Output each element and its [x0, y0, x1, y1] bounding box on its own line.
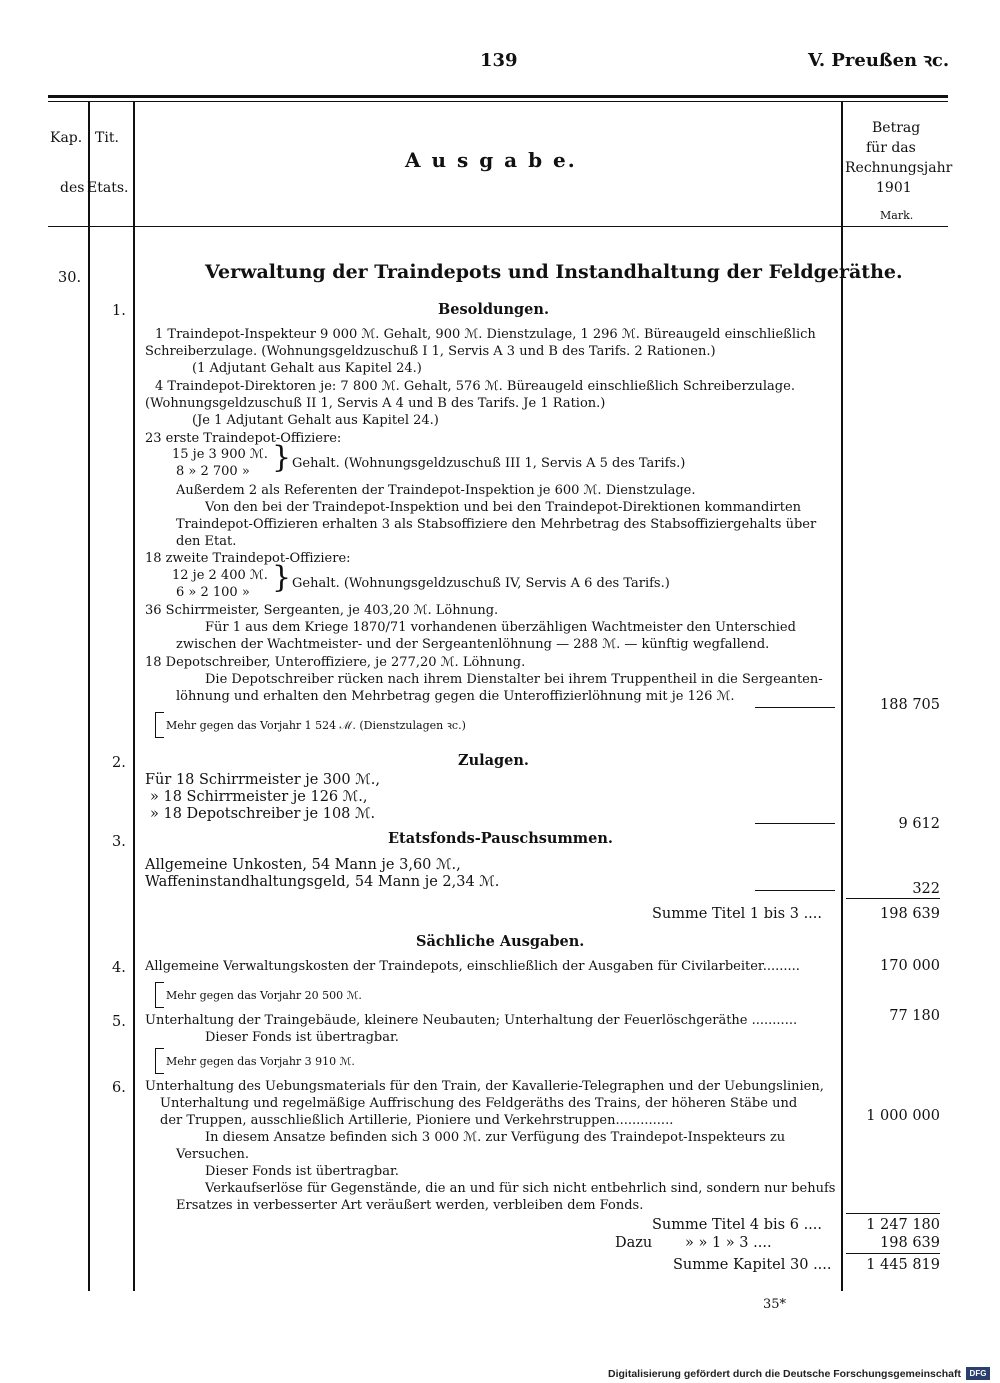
sum-rule-final [846, 1253, 940, 1254]
sum-rule-2 [755, 823, 835, 824]
tit-6: 6. [112, 1080, 126, 1096]
col-betrag-3: Rechnungsjahr [845, 160, 953, 176]
zul-line-2: » 18 Depotschreiber je 108 ℳ. [150, 806, 376, 822]
tit4-note: Mehr gegen das Vorjahr 20 500 ℳ. [166, 989, 362, 1002]
bes-line-14: 18 zweite Traindepot-Offiziere: [145, 551, 351, 566]
bes-line-2: (1 Adjutant Gehalt aus Kapitel 24.) [192, 361, 422, 376]
tit-3: 3. [112, 834, 126, 850]
bes-line-0: 1 Traindepot-Inspekteur 9 000 ℳ. Gehalt, 900 ℳ. Dienstzulage, 1 296 ℳ. Büreaugeld einschließlich [155, 327, 816, 342]
dazu-mid: » » 1 » 3 .... [685, 1235, 772, 1251]
col-rule-tit [133, 101, 135, 1291]
tit5-text: Unterhaltung der Traingebäude, kleinere Neubauten; Unterhaltung der Feuerlöschgeräthe ........... [145, 1013, 798, 1028]
pausch-heading: Etatsfonds-Pauschsummen. [388, 830, 613, 847]
running-title: V. Preußen ꝛc. [808, 50, 950, 71]
bes-line-19: Für 1 aus dem Kriege 1870/71 vorhandenen überzähligen Wachtmeister den Unterschied [205, 620, 796, 635]
bes-line-17: Gehalt. (Wohnungsgeldzuschuß IV, Servis A 6 des Tarifs.) [292, 576, 670, 591]
bes-line-4: (Wohnungsgeldzuschuß II 1, Servis A 4 und B des Tarifs. Je 1 Ration.) [145, 396, 606, 411]
summe-4-6-amount: 1 247 180 [866, 1217, 940, 1233]
note-box-1 [155, 712, 164, 738]
tit-5: 5. [112, 1014, 126, 1030]
tit4-text: Allgemeine Verwaltungskosten der Traindepots, einschließlich der Ausgaben für Civilarbeiter......... [145, 959, 800, 974]
tit5-amount: 77 180 [889, 1008, 940, 1024]
bes-line-22: Die Depotschreiber rücken nach ihrem Dienstalter bei ihrem Truppentheil in die Sergeanten- [205, 672, 823, 687]
bes-line-15: 12 je 2 400 ℳ. [172, 568, 268, 583]
page-number: 139 [480, 50, 518, 71]
sum-rule-1 [755, 707, 835, 708]
tit5-note: Mehr gegen das Vorjahr 3 910 ℳ. [166, 1055, 355, 1068]
dazu-label: Dazu [615, 1235, 653, 1251]
bes-line-12: Traindepot-Offizieren erhalten 3 als Stabsoffiziere den Mehrbetrag des Stabsoffiziergehalts über [176, 517, 817, 532]
tit6-line-1: Unterhaltung und regelmäßige Auffrischung des Feldgeräths des Trains, der höheren Stäbe und [160, 1096, 798, 1111]
pausch-amount: 322 [912, 881, 940, 897]
summe-kapitel-amount: 1 445 819 [866, 1257, 940, 1273]
zul-line-0: Für 18 Schirrmeister je 300 ℳ., [145, 772, 380, 788]
col-kap: Kap. [50, 130, 83, 146]
col-etats: Etats. [87, 180, 129, 196]
bes-line-21: 18 Depotschreiber, Unteroffiziere, je 277,20 ℳ. Löhnung. [145, 655, 526, 670]
signature-mark: 35* [763, 1297, 787, 1312]
zulagen-heading: Zulagen. [458, 752, 529, 769]
saechliche-heading: Sächliche Ausgaben. [416, 933, 585, 950]
note-box-4 [155, 982, 164, 1008]
bes-line-5: (Je 1 Adjutant Gehalt aus Kapitel 24.) [192, 413, 439, 428]
summe-4-6-label: Summe Titel 4 bis 6 .... [652, 1217, 822, 1233]
col-betrag-1: Betrag [872, 120, 921, 136]
tit6-amount: 1 000 000 [866, 1108, 940, 1124]
note-box-5 [155, 1048, 164, 1074]
bes-line-1: Schreiberzulage. (Wohnungsgeldzuschuß I 1, Servis A 3 und B des Tarifs. 2 Rationen.) [145, 344, 716, 359]
dfg-logo-text: DFG [969, 1369, 987, 1378]
bes-line-18: 36 Schirrmeister, Sergeanten, je 403,20 ℳ. Löhnung. [145, 603, 499, 618]
col-betrag-4: 1901 [876, 180, 912, 196]
dazu-amount: 198 639 [880, 1235, 940, 1251]
tit-4: 4. [112, 960, 126, 976]
tit6-line-3: In diesem Ansatze befinden sich 3 000 ℳ. zur Verfügung des Traindepot-Inspekteurs zu [205, 1130, 786, 1145]
tit6-line-7: Ersatzes in verbesserter Art veräußert werden, verbleiben dem Fonds. [176, 1198, 644, 1213]
tit4-amount: 170 000 [880, 958, 940, 974]
col-ausgabe: A u s g a b e. [405, 148, 577, 172]
bes-note: Mehr gegen das Vorjahr 1 524 ℳ. (Dienstzulagen ꝛc.) [166, 719, 466, 732]
chapter-title: Verwaltung der Traindepots und Instandhaltung der Feldgeräthe. [205, 261, 903, 283]
sum-rule-6 [846, 1213, 940, 1214]
tit6-line-2: der Truppen, ausschließlich Artillerie, Pioniere und Verkehrstruppen.............. [160, 1113, 674, 1128]
tit6-line-6: Verkaufserlöse für Gegenstände, die an und für sich nicht entbehrlich sind, sondern nur behufs [205, 1181, 836, 1196]
bes-line-7: 15 je 3 900 ℳ. [172, 447, 268, 462]
sum-rule-3 [755, 890, 835, 891]
tit6-line-5: Dieser Fonds ist übertragbar. [205, 1164, 399, 1179]
zul-line-1: » 18 Schirrmeister je 126 ℳ., [150, 789, 368, 805]
col-rule-kap [88, 101, 90, 1291]
tit5-text2: Dieser Fonds ist übertragbar. [205, 1030, 399, 1045]
bes-line-9: Gehalt. (Wohnungsgeldzuschuß III 1, Servis A 5 des Tarifs.) [292, 456, 686, 471]
summe-kapitel-label: Summe Kapitel 30 .... [673, 1257, 832, 1273]
sum-rule-3b [846, 898, 940, 899]
pausch-line-0: Allgemeine Unkosten, 54 Mann je 3,60 ℳ., [145, 857, 461, 873]
col-tit: Tit. [95, 130, 119, 146]
header-bottom-rule [48, 226, 948, 227]
col-betrag-5: Mark. [880, 209, 914, 222]
bes-line-10: Außerdem 2 als Referenten der Traindepot-Inspektion je 600 ℳ. Dienstzulage. [176, 483, 696, 498]
bes-line-11: Von den bei der Traindepot-Inspektion und bei den Traindepot-Direktionen kommandirten [205, 500, 802, 515]
dfg-credit: Digitalisierung gefördert durch die Deutsche Forschungsgemeinschaft [608, 1368, 961, 1380]
dfg-logo [966, 1367, 990, 1380]
pausch-line-1: Waffeninstandhaltungsgeld, 54 Mann je 2,34 ℳ. [145, 874, 500, 890]
brace-2: } [272, 560, 292, 595]
top-rule-thin [48, 101, 948, 102]
bes-line-20: zwischen der Wachtmeister- und der Sergeantenlöhnung — 288 ℳ. — künftig wegfallend. [176, 637, 770, 652]
zul-amount: 9 612 [898, 816, 940, 832]
bes-line-23: löhnung und erhalten den Mehrbetrag gegen die Unteroffizierlöhnung mit je 126 ℳ. [176, 689, 735, 704]
summe-1-3-amount: 198 639 [880, 906, 940, 922]
tit-1: 1. [112, 303, 126, 319]
col-betrag-2: für das [866, 140, 916, 156]
bes-line-13: den Etat. [176, 534, 237, 549]
brace-1: } [272, 440, 292, 475]
tit-2: 2. [112, 755, 126, 771]
besoldungen-heading: Besoldungen. [438, 301, 550, 318]
bes-line-8: 8 » 2 700 » [176, 464, 250, 479]
summe-1-3-label: Summe Titel 1 bis 3 .... [652, 906, 822, 922]
tit6-line-4: Versuchen. [176, 1147, 249, 1162]
bes-amount: 188 705 [880, 697, 940, 713]
chapter-number: 30. [58, 270, 82, 286]
col-des: des [60, 180, 85, 196]
bes-line-16: 6 » 2 100 » [176, 585, 250, 600]
tit6-line-0: Unterhaltung des Uebungsmaterials für den Train, der Kavallerie-Telegraphen und der Uebungslinien, [145, 1079, 824, 1094]
bes-line-3: 4 Traindepot-Direktoren je: 7 800 ℳ. Gehalt, 576 ℳ. Büreaugeld einschließlich Schreiberzulage. [155, 379, 795, 394]
top-rule-thick [48, 95, 948, 98]
bes-line-6: 23 erste Traindepot-Offiziere: [145, 431, 342, 446]
